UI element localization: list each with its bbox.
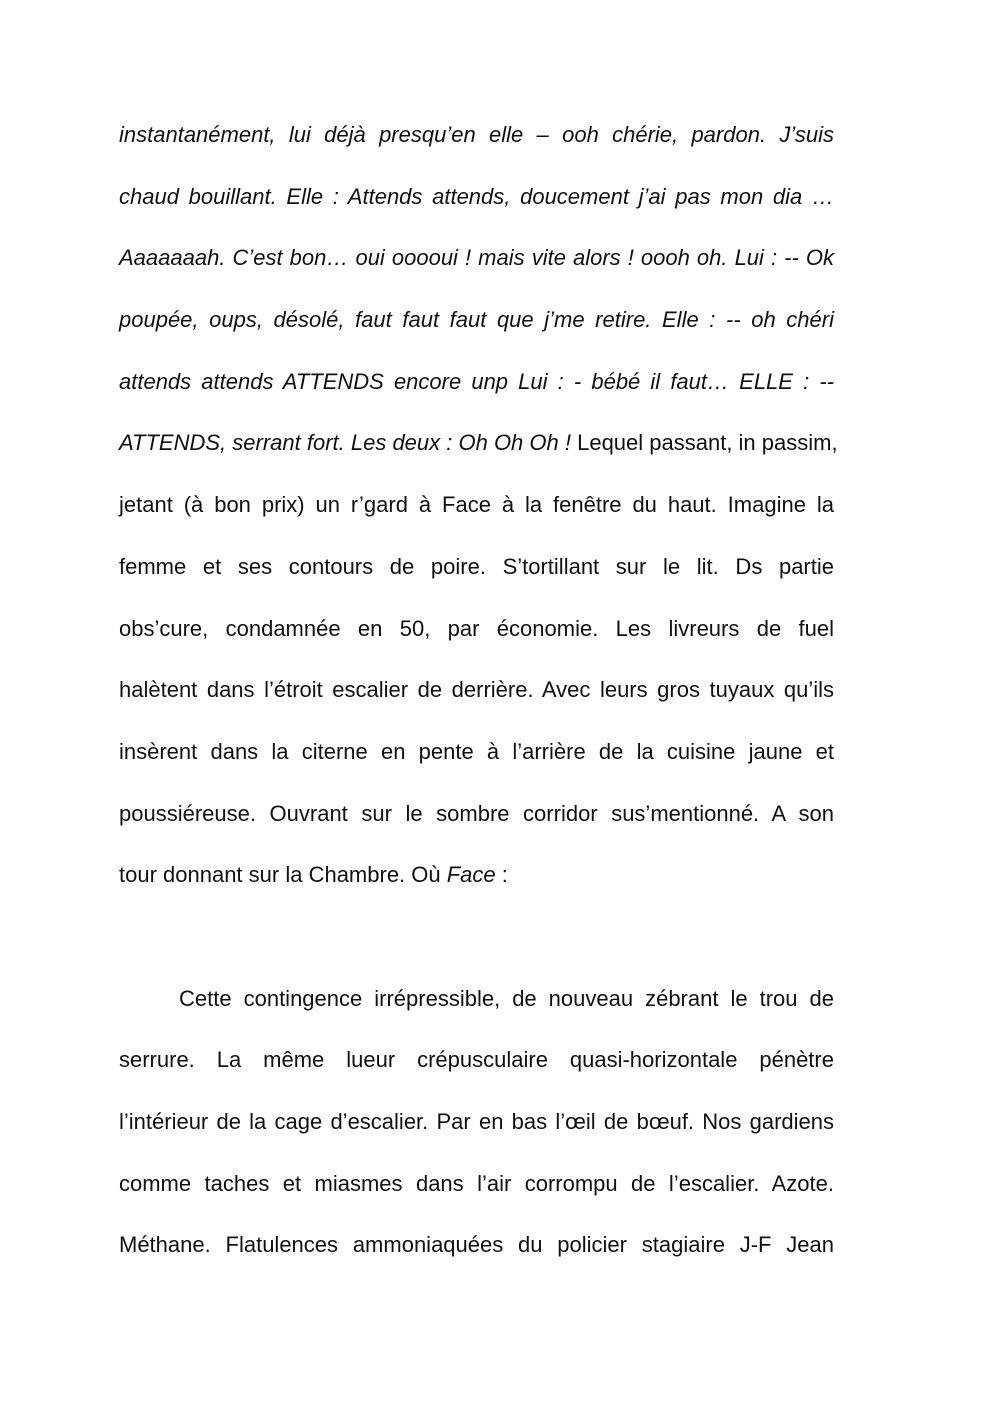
text-line xyxy=(119,725,834,787)
document-page xyxy=(119,108,838,1280)
paragraph-spacer xyxy=(119,910,834,972)
roman-text: halètent dans l’étroit escalier de derrière. Avec leurs gros tuyaux qu’ils xyxy=(119,677,834,703)
text-line xyxy=(119,663,834,725)
text-line: l’intérieur de la cage d’escalier. Par en bas l’œil de bœuf. Nos gardiens xyxy=(119,1109,834,1134)
text-line xyxy=(119,170,834,232)
paragraph-1 xyxy=(119,108,838,910)
roman-text: insèrent dans la citerne en pente à l’arrière de la cuisine jaune et xyxy=(119,738,834,764)
roman-text: obs’cure, condamnée en 50, par économie. Les livreurs de fuel xyxy=(119,615,834,641)
text-line xyxy=(119,602,834,664)
roman-text: Lequel passant, in passim, xyxy=(577,430,838,456)
text-line xyxy=(119,355,834,417)
text-line xyxy=(119,293,834,355)
text-line-last xyxy=(119,848,834,910)
paragraph-2 xyxy=(119,972,834,1280)
text-line xyxy=(119,231,834,293)
text-line: Méthane. Flatulences ammoniaquées du policier stagiaire J-F Jean xyxy=(119,1232,834,1258)
text-line: Cette contingence irrépressible, de nouveau zébrant le trou de xyxy=(179,985,834,1011)
roman-text: poussiéreuse. Ouvrant sur le sombre corridor sus’mentionné. A son xyxy=(119,800,834,826)
text-line xyxy=(119,787,834,849)
text-line xyxy=(119,478,834,540)
italic-text: poupée, oups, désolé, faut faut faut que j’me retire. Elle : -- oh chéri xyxy=(119,307,834,333)
roman-text: tour donnant sur la Chambre. Où xyxy=(119,862,447,888)
italic-text: Face xyxy=(446,862,496,888)
text-line xyxy=(119,108,834,170)
text-line: comme taches et miasmes dans l’air corrompu de l’escalier. Azote. xyxy=(119,1170,834,1196)
italic-text: Aaaaaaah. C’est bon… oui ooooui ! mais vite alors ! oooh oh. Lui : -- Ok xyxy=(119,245,834,271)
roman-text: : xyxy=(495,862,508,888)
text-line xyxy=(119,540,834,602)
italic-text: instantanément, lui déjà presqu’en elle – ooh chérie, pardon. J’suis xyxy=(119,122,834,147)
italic-text: attends attends ATTENDS encore unp Lui : - bébé il faut… ELLE : -- xyxy=(119,368,834,394)
roman-text: femme et ses contours de poire. S’tortillant sur le lit. Ds partie xyxy=(119,553,834,579)
roman-text: jetant (à bon prix) un r’gard à Face à la fenêtre du haut. Imagine la xyxy=(119,492,834,518)
text-line xyxy=(119,416,838,478)
italic-text: ATTENDS, serrant fort. Les deux : Oh Oh Oh ! xyxy=(119,430,578,456)
italic-text: chaud bouillant. Elle : Attends attends, doucement j’ai pas mon dia … xyxy=(119,183,834,209)
text-line: serrure. La même lueur crépusculaire quasi-horizontale pénètre xyxy=(119,1047,834,1073)
